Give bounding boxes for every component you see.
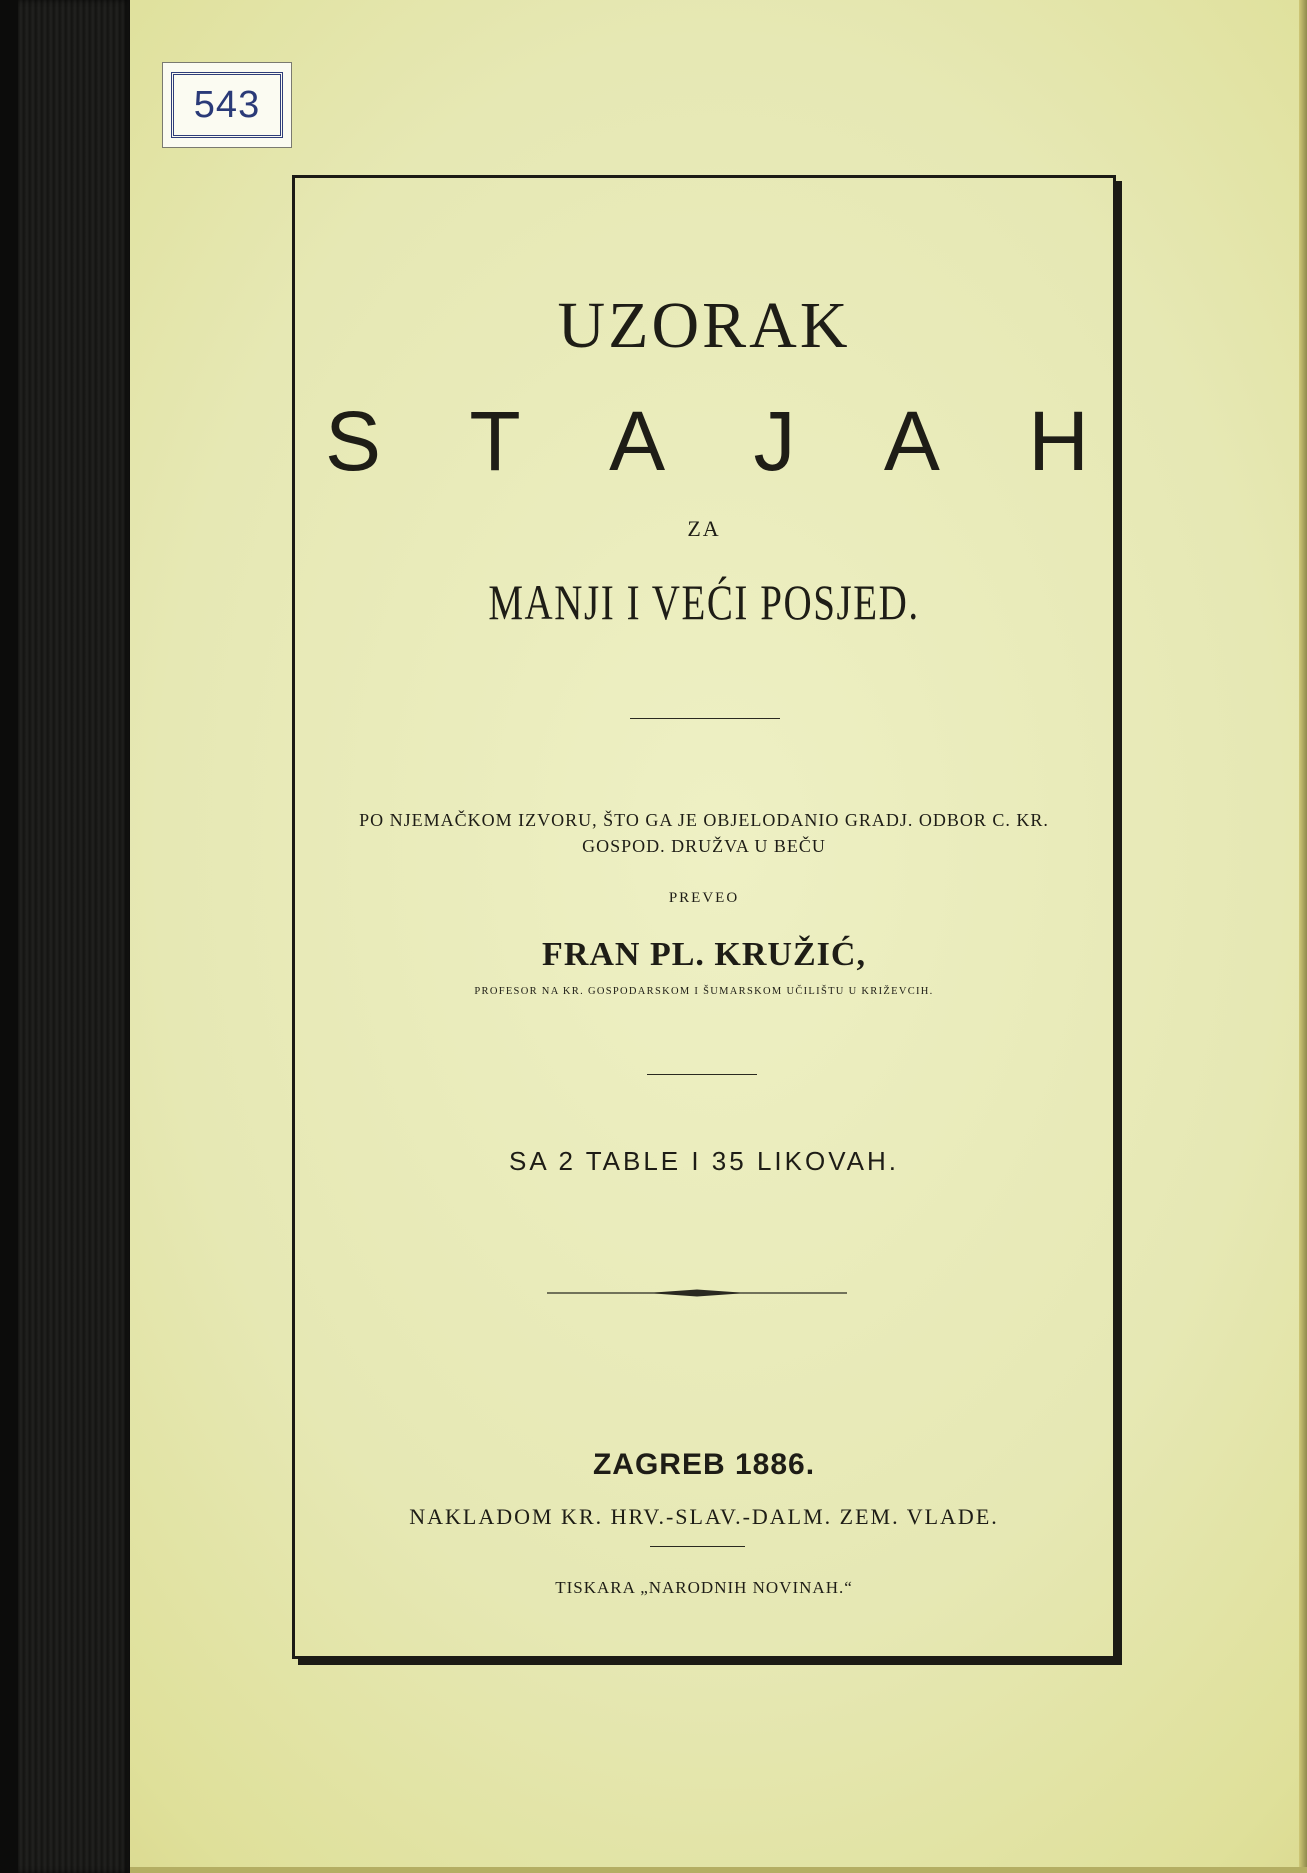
publisher: NAKLADOM KR. HRV.-SLAV.-DALM. ZEM. VLADE. [409,1504,999,1529]
title-za: ZA [687,516,721,541]
library-label-number: 543 [171,72,283,138]
title-main-letter: A [883,394,940,488]
source-line-2: GOSPOD. DRUŽVA U BEČU [582,836,826,856]
translated-by: PREVEO [668,890,740,906]
divider-rule [630,718,780,719]
title-main-letter: T [469,394,521,488]
title-main-letter: S [325,394,382,488]
author-title: PROFESOR NA KR. GOSPODARSKOM I ŠUMARSKOM UČILIŠTU U KRIŽEVCIH. [474,986,934,997]
divider-rule [647,1074,757,1075]
source-line-1: PO NJEMAČKOM IZVORU, ŠTO GA JE OBJELODANIO GRADJ. ODBOR C. KR. [359,810,1049,830]
printer: TISKARA „NARODNIH NOVINAH.“ [555,1578,853,1597]
title-main-letter: A [609,394,666,488]
author-name: FRAN PL. KRUŽIĆ, [542,936,866,973]
title-main-letter: J [753,394,796,488]
title-top: UZORAK [557,289,851,362]
library-label [162,62,292,148]
page-edge-right [1299,0,1307,1873]
title-main-letter: H [1028,394,1089,488]
spine-edge [0,0,18,1873]
plates-note: SA 2 TABLE I 35 LIKOVAH. [509,1146,899,1176]
page-edge-bottom [130,1867,1307,1873]
place-year: ZAGREB 1886. [592,1448,816,1481]
book-spine [0,0,130,1873]
subtitle: MANJI I VEĆI POSJED. [488,574,920,630]
ornament-divider [547,1288,847,1298]
divider-rule [650,1546,745,1547]
title-frame [292,175,1116,1659]
title-main [325,393,1089,490]
